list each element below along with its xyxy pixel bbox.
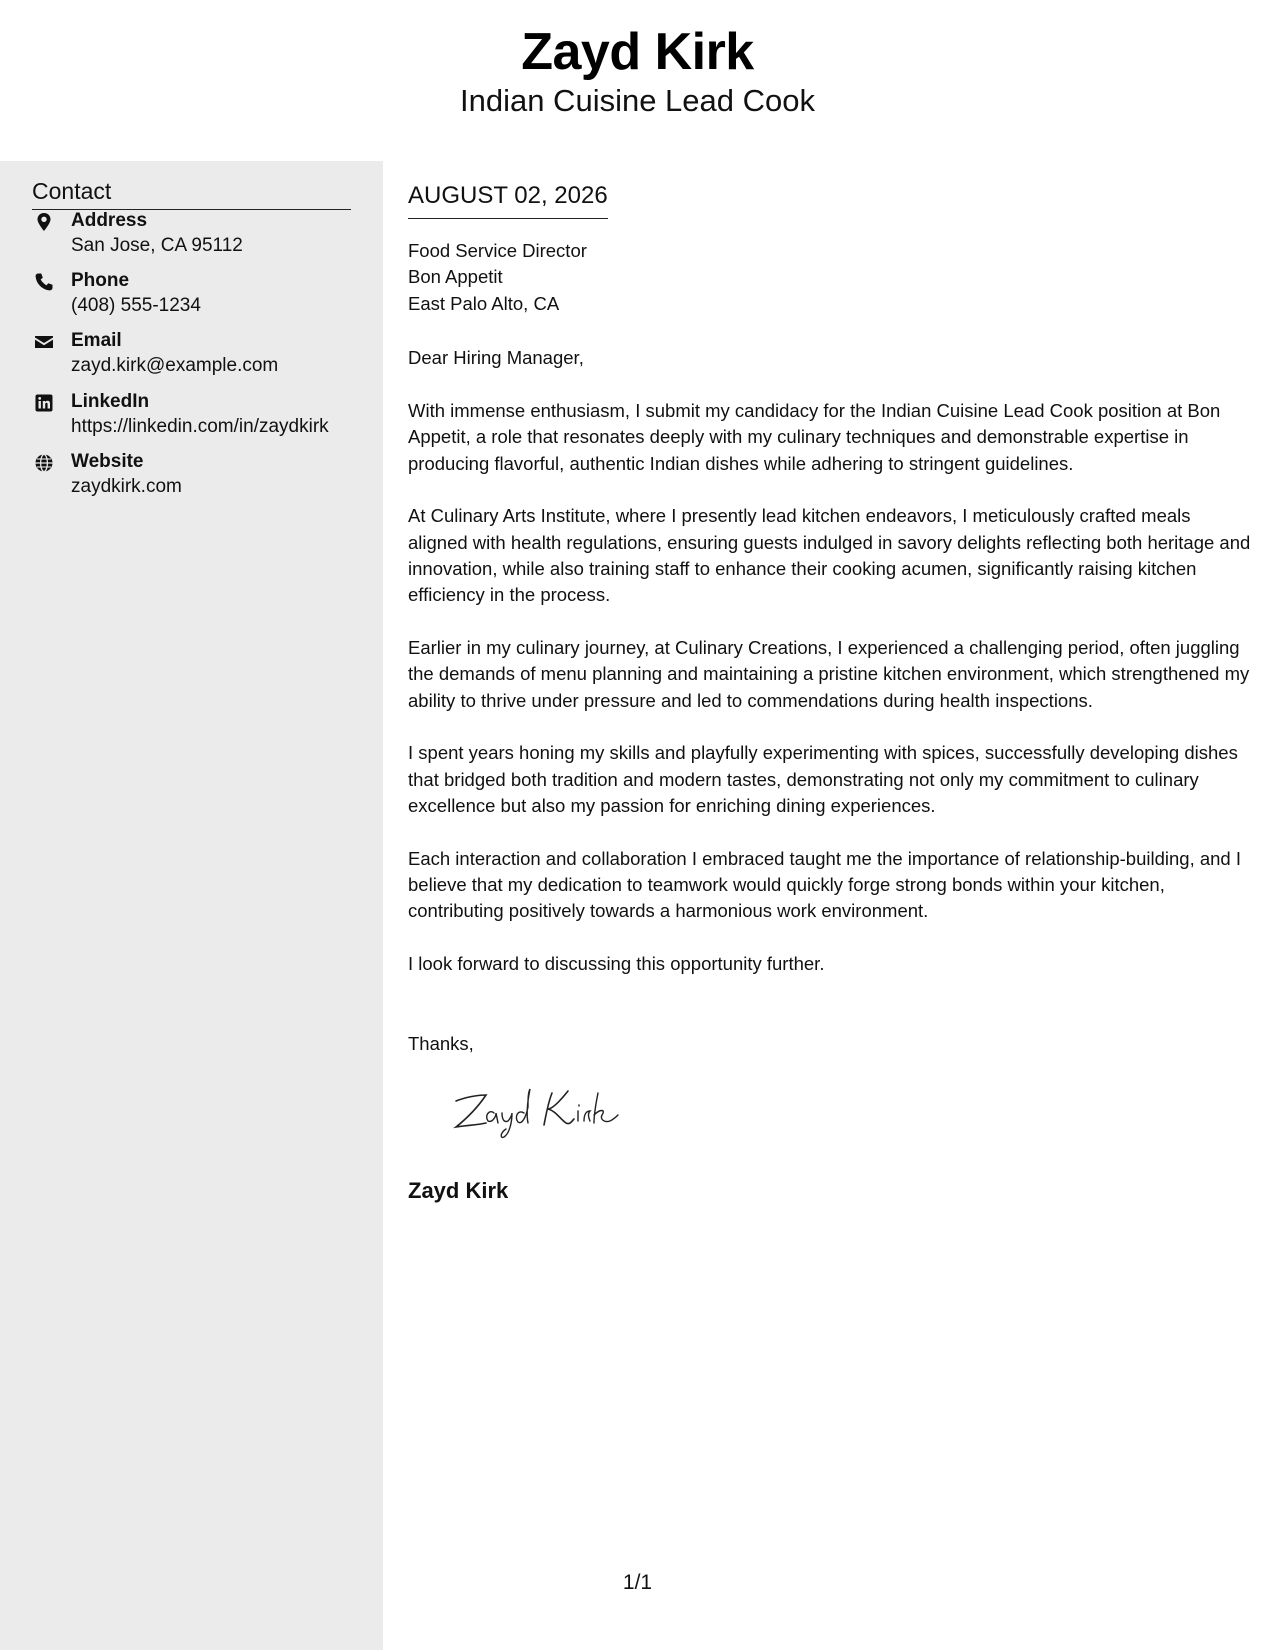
recipient-location: East Palo Alto, CA: [408, 292, 560, 314]
address-label: Address: [71, 210, 148, 231]
paragraph: I look forward to discussing this opportunity further.: [408, 953, 825, 975]
linkedin-value[interactable]: https://linkedin.com/in/zaydkirk: [71, 416, 329, 437]
website-label: Website: [71, 451, 144, 472]
linkedin-label: LinkedIn: [71, 391, 150, 412]
globe-icon: [34, 453, 54, 473]
recipient-block: [408, 238, 587, 317]
page-number: 1/1: [622, 1571, 653, 1594]
recipient-position: Food Service Director: [408, 240, 587, 261]
paragraph: Earlier in my culinary journey, at Culinary Creations, I experienced a challenging period, often juggling the demands of menu planning and maintaining a pristine kitchen environment, which strengthened my ability to thrive under pressure and led to commendations during health inspections.: [408, 637, 1250, 711]
closing: Thanks,: [408, 1033, 474, 1054]
greeting: Dear Hiring Manager,: [408, 347, 584, 368]
paragraph: Each interaction and collaboration I embraced taught me the importance of relationship-building, and I believe that my dedication to teamwork would quickly forge strong bonds within your kitchen, contributing positively towards a harmonious work environment.: [408, 847, 1242, 922]
paragraph: I spent years honing my skills and playfully experimenting with spices, successfully developing dishes that bridged both tradition and modern tastes, demonstrating not only my commitment to culinary excellence but also my passion for enriching dining experiences.: [408, 742, 1238, 817]
contact-heading: Contact: [32, 175, 351, 210]
contact-item-email: [32, 328, 372, 384]
applicant-name: Zayd Kirk: [521, 23, 754, 81]
phone-label: Phone: [71, 270, 130, 291]
contact-sidebar: [0, 161, 383, 1650]
envelope-icon: [34, 332, 54, 352]
address-value: San Jose, CA 95112: [71, 235, 243, 256]
phone-value: (408) 555-1234: [71, 295, 201, 316]
linkedin-icon: [34, 393, 54, 413]
website-value[interactable]: zaydkirk.com: [71, 476, 182, 497]
email-label: Email: [71, 330, 122, 351]
handwritten-signature: [448, 1079, 648, 1139]
contact-item-phone: [32, 268, 372, 324]
paragraph: With immense enthusiasm, I submit my candidacy for the Indian Cuisine Lead Cook position at Bon Appetit, a role that resonates deeply with my culinary techniques and demonstrable expertise in producing flavorful, authentic Indian dishes while adhering to stringent guidelines.: [408, 400, 1221, 474]
location-pin-icon: [34, 212, 54, 232]
phone-icon: [34, 272, 54, 292]
email-value[interactable]: zayd.kirk@example.com: [71, 355, 279, 376]
contact-item-website: [32, 449, 372, 505]
letter-header: [0, 0, 1275, 161]
contact-item-address: [32, 208, 372, 264]
letter-paragraphs: [408, 398, 1253, 1004]
contact-item-linkedin: [32, 389, 372, 445]
recipient-company: Bon Appetit: [408, 266, 503, 288]
signer-name: Zayd Kirk: [408, 1178, 509, 1203]
paragraph: At Culinary Arts Institute, where I presently lead kitchen endeavors, I meticulously crafted meals aligned with health regulations, ensuring guests indulged in savory delights reflecting both heritage and innovation, while also training staff to enhance their cooking acumen, significantly raising kitchen efficiency in the process.: [408, 505, 1251, 606]
letter-date: AUGUST 02, 2026: [408, 180, 608, 219]
applicant-title: Indian Cuisine Lead Cook: [459, 83, 816, 118]
